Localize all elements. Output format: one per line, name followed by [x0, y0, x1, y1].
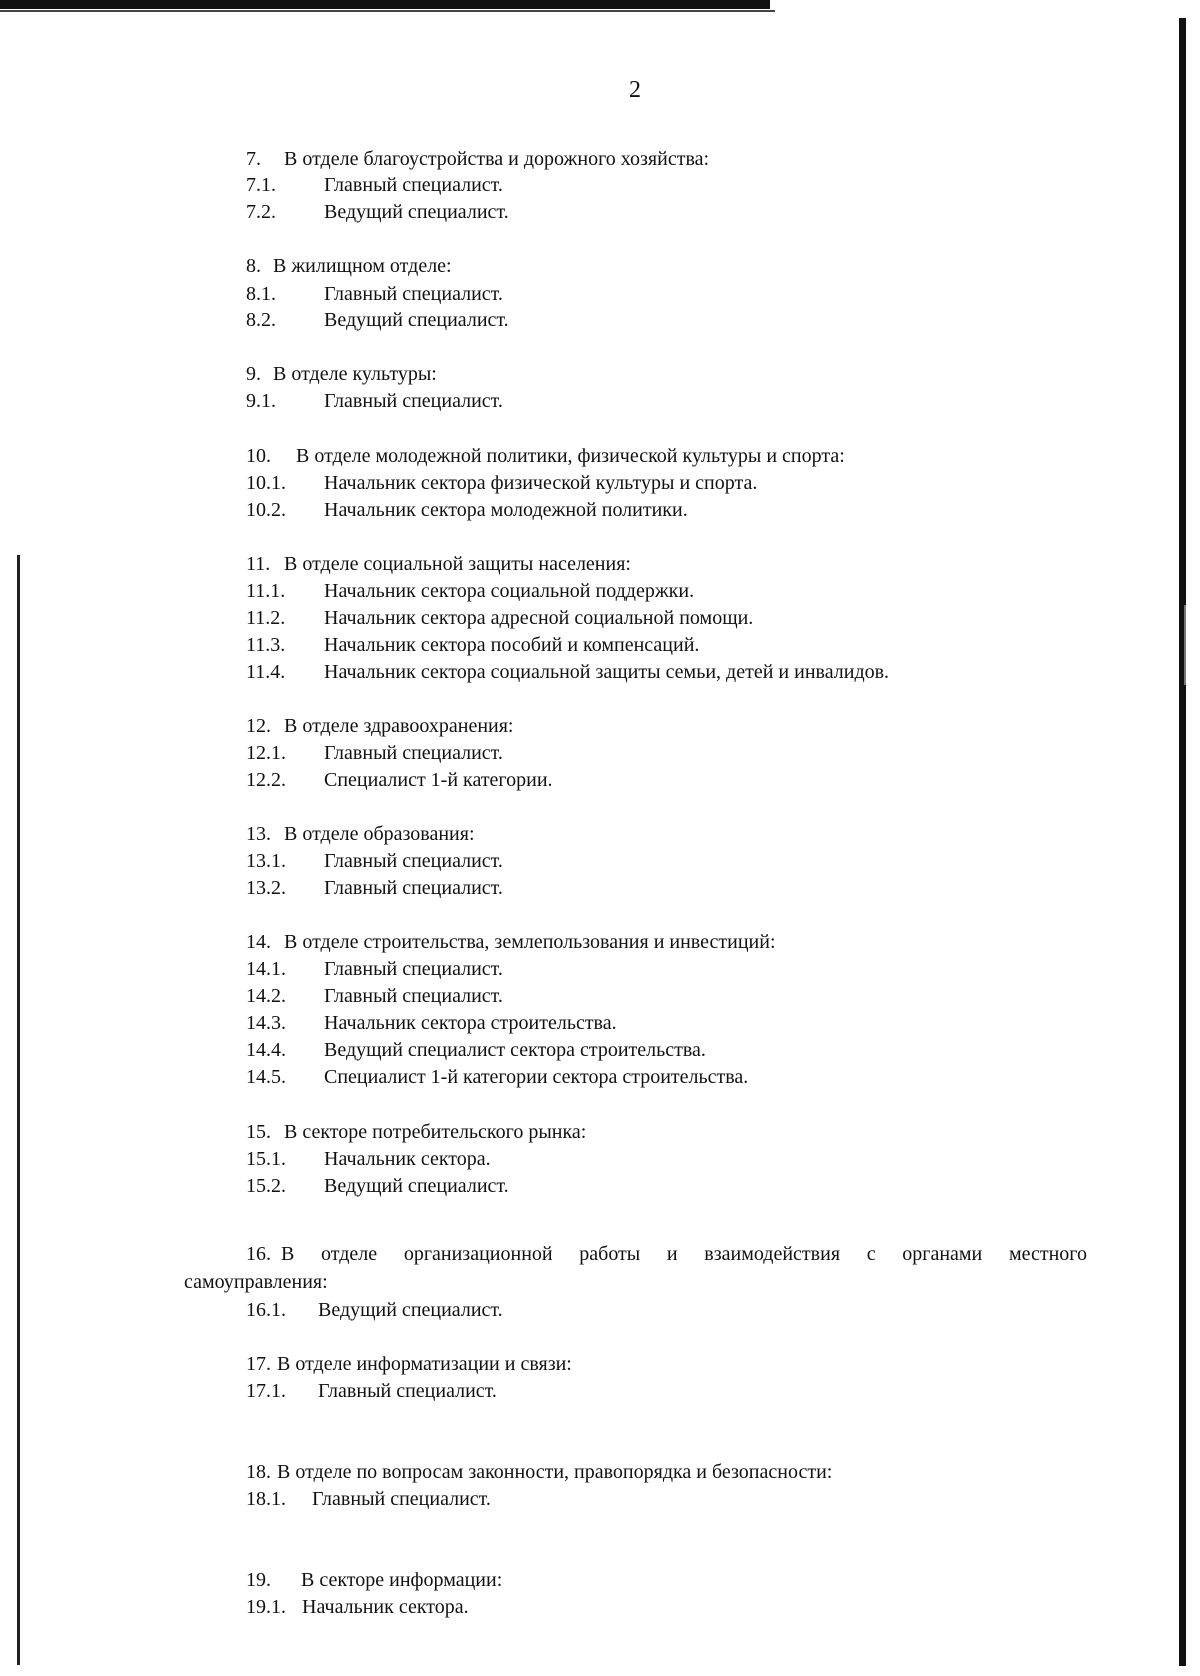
scan-speck-right: [1184, 605, 1186, 685]
page-number: 2: [629, 77, 641, 103]
scan-edge-top-thin: [0, 10, 775, 12]
scan-edge-top: [0, 0, 770, 9]
section-heading: В отделе организационной работы и взаимодействия с органами местного: [281, 1243, 1087, 1265]
section-number: 16.: [246, 1243, 271, 1265]
section-heading-continuation: самоуправления:: [184, 1271, 328, 1293]
scan-edge-left: [17, 555, 20, 1665]
scan-edge-right: [1179, 18, 1186, 1666]
